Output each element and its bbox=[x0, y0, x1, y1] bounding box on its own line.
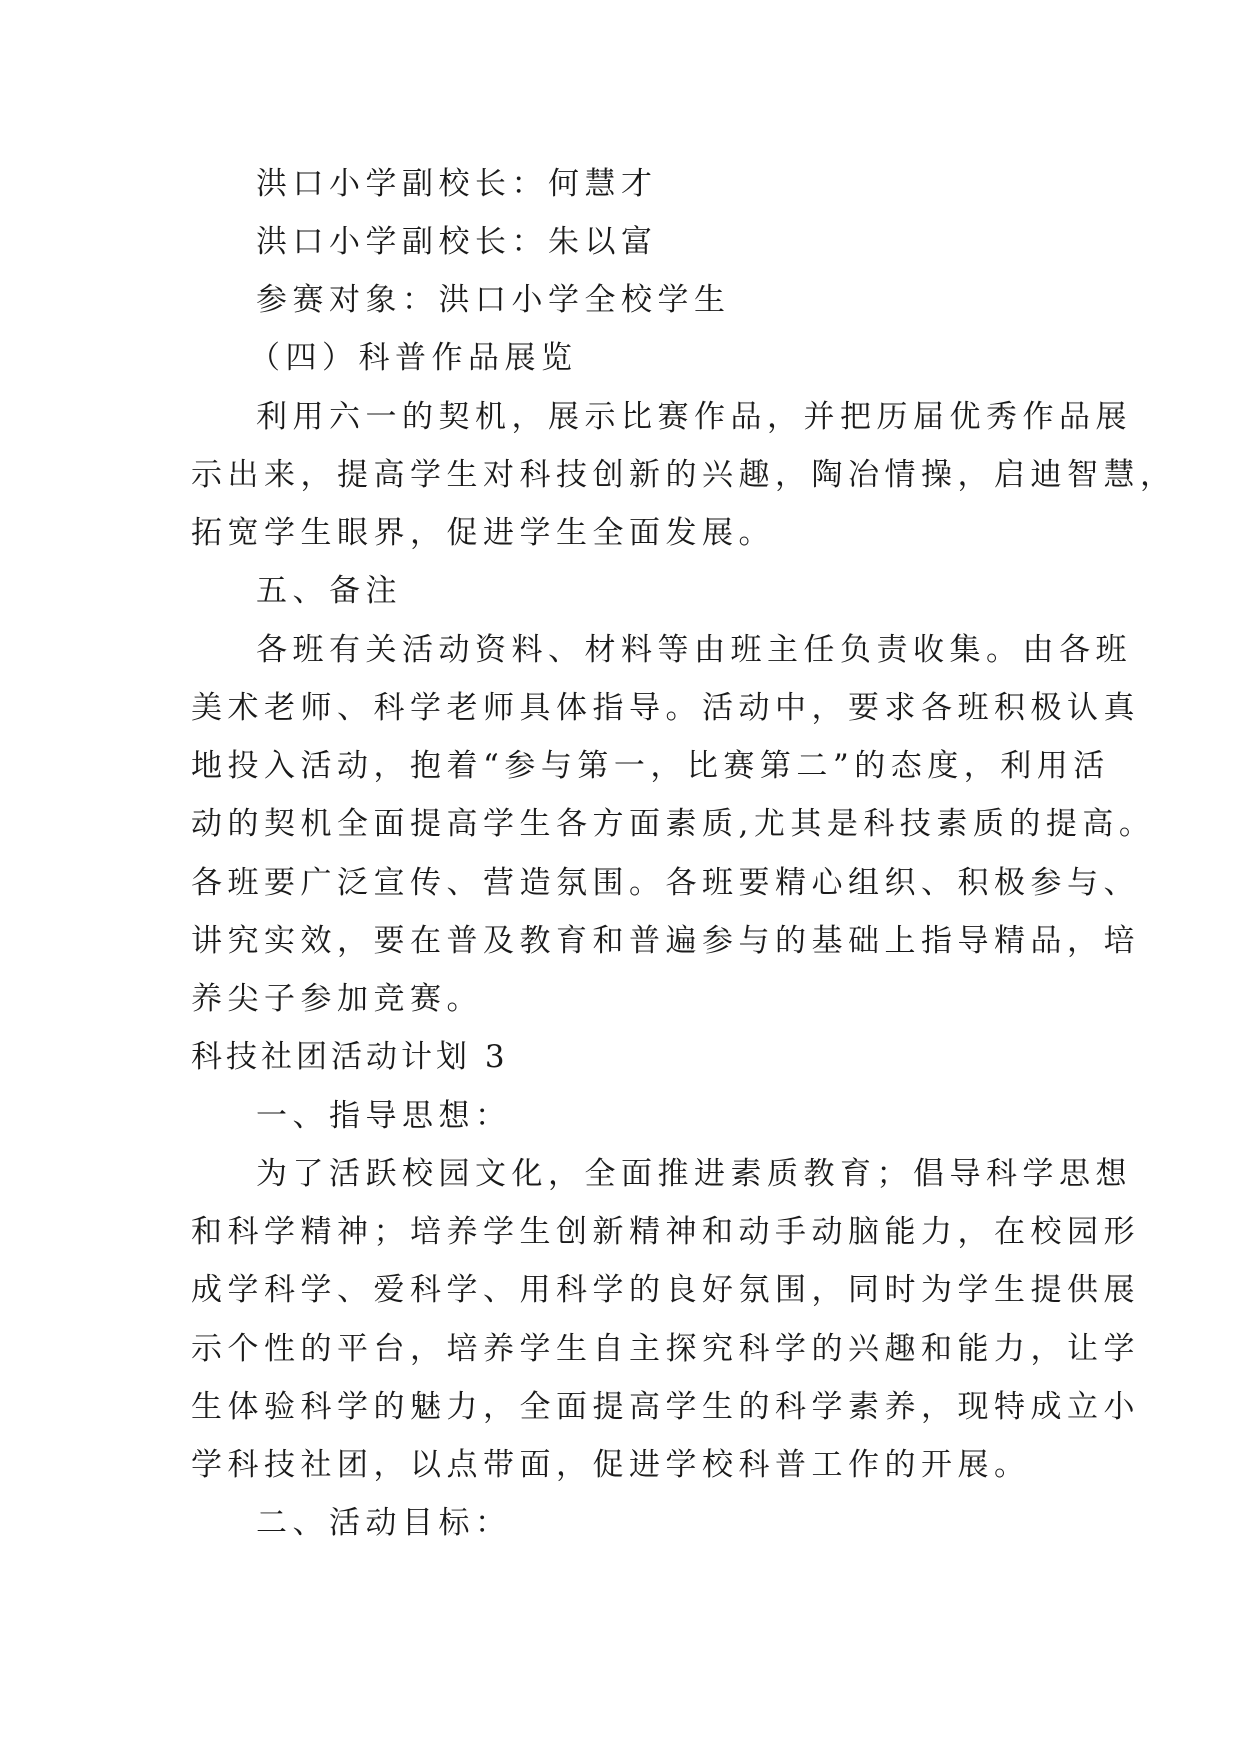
text-line: 和科学精神；培养学生创新精神和动手动脑能力，在校园形 bbox=[191, 1214, 1140, 1250]
section-heading: （四）科普作品展览 bbox=[249, 340, 578, 376]
text-line: 利用六一的契机，展示比赛作品，并把历届优秀作品展 bbox=[256, 399, 1132, 435]
text-line: 参赛对象：洪口小学全校学生 bbox=[256, 282, 731, 318]
text-line: 洪口小学副校长：朱以富 bbox=[256, 224, 658, 260]
text-line: 生体验科学的魅力，全面提高学生的科学素养，现特成立小 bbox=[191, 1389, 1140, 1425]
text-line: 示个性的平台，培养学生自主探究科学的兴趣和能力，让学 bbox=[191, 1331, 1140, 1367]
text-line: 成学科学、爱科学、用科学的良好氛围，同时为学生提供展 bbox=[191, 1272, 1140, 1308]
text-line: 讲究实效，要在普及教育和普遍参与的基础上指导精品，培 bbox=[191, 923, 1140, 959]
text-line: 拓宽学生眼界，促进学生全面发展。 bbox=[191, 515, 775, 551]
text-line: 示出来，提高学生对科技创新的兴趣，陶冶情操，启迪智慧， bbox=[191, 457, 1177, 493]
text-line: 动的契机全面提高学生各方面素质,尤其是科技素质的提高。 bbox=[191, 806, 1156, 842]
document-title: 科技社团活动计划 3 bbox=[191, 1039, 509, 1075]
text-line: 洪口小学副校长：何慧才 bbox=[256, 166, 658, 202]
text-line: 美术老师、科学老师具体指导。活动中，要求各班积极认真 bbox=[191, 690, 1140, 726]
text-line: 地投入活动，抱着“参与第一，比赛第二”的态度，利用活 bbox=[191, 748, 1110, 784]
text-line: 学科技社团，以点带面，促进学校科普工作的开展。 bbox=[191, 1447, 1031, 1483]
text-line: 为了活跃校园文化，全面推进素质教育；倡导科学思想 bbox=[256, 1156, 1132, 1192]
text-line: 各班有关活动资料、材料等由班主任负责收集。由各班 bbox=[256, 632, 1132, 668]
text-line: 各班要广泛宣传、营造氛围。各班要精心组织、积极参与、 bbox=[191, 865, 1140, 901]
section-heading: 一、指导思想： bbox=[256, 1098, 512, 1134]
text-line: 养尖子参加竞赛。 bbox=[191, 981, 483, 1017]
section-heading: 五、备注 bbox=[256, 573, 402, 609]
section-heading: 二、活动目标： bbox=[256, 1505, 512, 1541]
